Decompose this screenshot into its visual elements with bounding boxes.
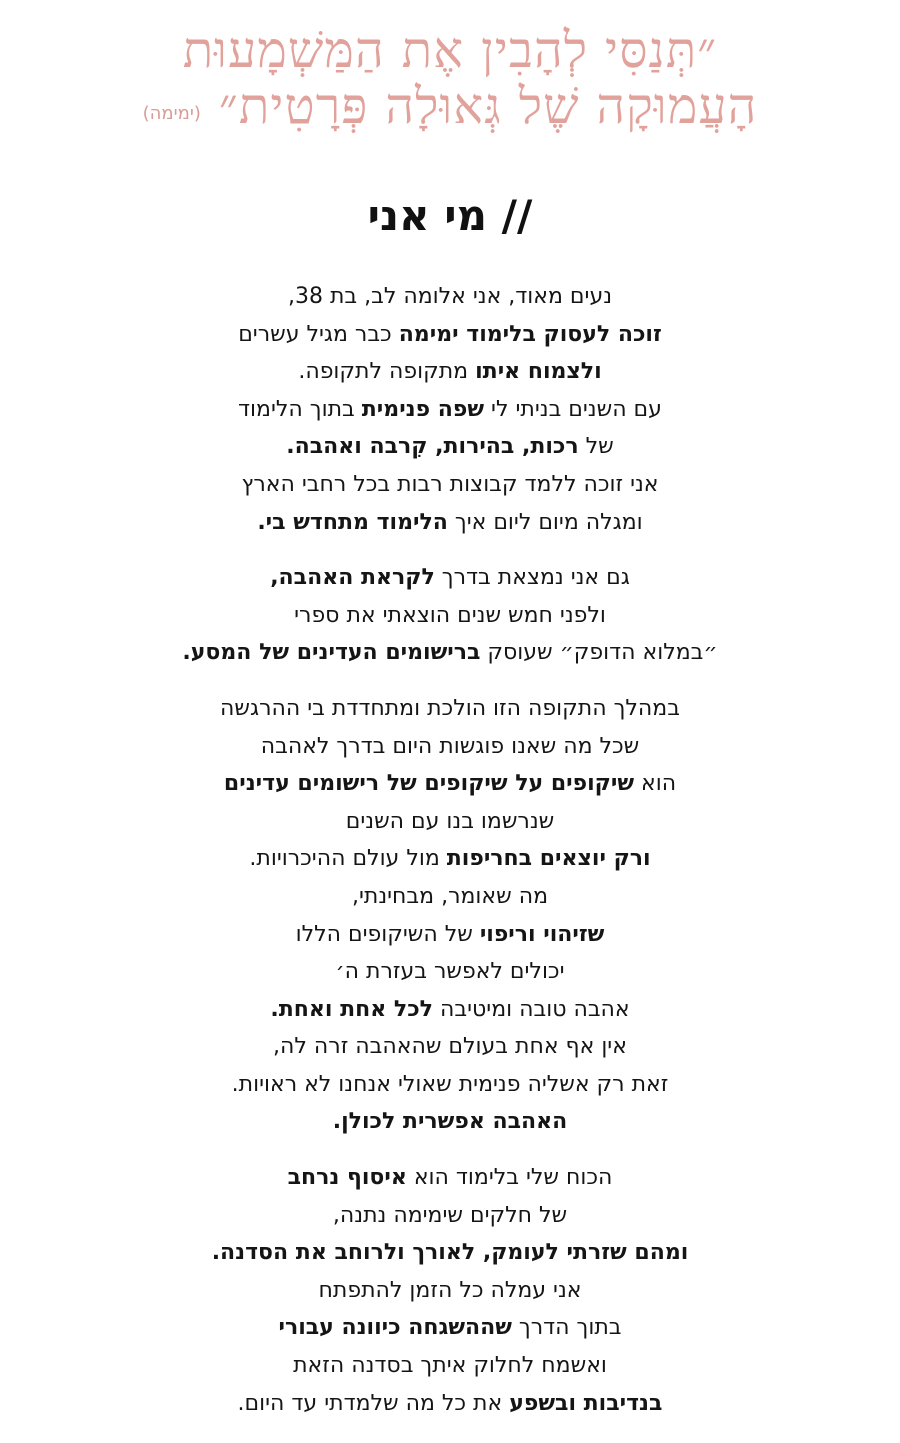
text-segment: את כל מה שלמדתי עד היום. — [237, 1390, 510, 1416]
text-segment: כבר מגיל עשרים — [238, 321, 399, 347]
bold-text-segment: ומהם שזרתי לעומק, לאורך ולרוחב את הסדנה. — [211, 1240, 689, 1266]
bold-text-segment: שההשגחה כיוונה עבורי — [278, 1315, 512, 1341]
bio-text — [0, 278, 900, 1422]
text-line — [0, 916, 900, 954]
opening-quote — [0, 22, 900, 142]
text-line — [0, 1272, 900, 1310]
text-segment: של חלקים שימימה נתנה, — [332, 1202, 568, 1228]
text-segment: אין אף אחת בעולם שהאהבה זרה לה, — [273, 1034, 627, 1060]
text-line — [0, 353, 900, 391]
text-line — [0, 466, 900, 504]
text-line — [0, 504, 900, 542]
text-segment: מתקופה לתקופה. — [298, 359, 476, 385]
bold-text-segment: לקראת האהבה, — [270, 565, 435, 591]
text-segment: אהבה טובה ומיטיבה — [433, 996, 630, 1022]
text-line — [0, 391, 900, 429]
text-segment: מול עולם ההיכרויות. — [249, 846, 447, 872]
text-line — [0, 765, 900, 803]
text-segment: ואשמח לחלוק איתך בסדנה הזאת — [293, 1353, 607, 1379]
text-line — [0, 840, 900, 878]
text-line — [0, 316, 900, 354]
text-line — [0, 953, 900, 991]
bio-paragraph — [0, 559, 900, 672]
bold-text-segment: ורק יוצאים בחריפות — [446, 846, 651, 872]
text-line — [0, 1385, 900, 1423]
bold-text-segment: בנדיבות ובשפע — [509, 1390, 663, 1416]
text-segment: נעים מאוד, אני אלומה לב, בת 38, — [287, 284, 613, 309]
text-segment: של השיקופים הללו — [295, 921, 480, 947]
text-segment: זאת רק אשליה פנימית שאולי אנחנו לא ראויות. — [231, 1071, 669, 1097]
text-line — [0, 1197, 900, 1235]
text-line — [0, 559, 900, 597]
text-line — [0, 1066, 900, 1104]
quote-line-1 — [0, 22, 900, 78]
text-line — [0, 803, 900, 841]
text-line — [0, 1028, 900, 1066]
quote-line-2-text: הָעֲמוּקָה שֶׁל גְּאוּלָה פְּרָטִית״ — [218, 77, 758, 135]
text-line — [0, 634, 900, 672]
text-line — [0, 278, 900, 316]
text-segment: הוא — [634, 771, 677, 797]
bold-text-segment: האהבה אפשרית לכולן. — [332, 1109, 568, 1135]
bold-text-segment: ולצמוח איתו — [475, 359, 602, 385]
text-segment: שנרשמו בנו עם השנים — [345, 808, 555, 834]
text-segment: במהלך התקופה הזו הולכת ומתחדדת בי ההרגשה — [220, 695, 680, 721]
bold-text-segment: לכל אחת ואחת. — [270, 996, 433, 1022]
page-title: // מי אני — [367, 191, 533, 240]
text-line — [0, 878, 900, 916]
bio-paragraph — [0, 690, 900, 1141]
text-line — [0, 597, 900, 635]
bio-paragraph — [0, 278, 900, 541]
text-line — [0, 1159, 900, 1197]
bold-text-segment: זוכה לעסוק בלימוד ימימה — [398, 321, 662, 347]
text-segment: שכל מה שאנו פוגשות היום בדרך לאהבה — [260, 733, 640, 759]
text-segment: הכוח שלי בלימוד הוא — [406, 1165, 613, 1191]
text-line — [0, 1309, 900, 1347]
quote-attribution: (ימימה) — [142, 103, 201, 124]
bold-text-segment: הלימוד מתחדש בי. — [257, 509, 448, 535]
paragraph-gap — [0, 1141, 900, 1159]
text-line — [0, 1234, 900, 1272]
text-segment: גם אני נמצאת בדרך — [434, 565, 630, 591]
text-line — [0, 690, 900, 728]
text-segment: של — [578, 434, 614, 460]
quote-line-1-text: ״תְּנַסִּי לְהָבִין אֶת הַמַּשְׁמָעוּת — [182, 21, 718, 79]
paragraph-gap — [0, 541, 900, 559]
bold-text-segment: רכות, בהירות, קִרבה ואהבה. — [286, 434, 579, 460]
text-line — [0, 428, 900, 466]
text-line — [0, 991, 900, 1029]
text-segment: בתוך הלימוד — [238, 396, 362, 422]
text-line — [0, 1103, 900, 1141]
text-line — [0, 1347, 900, 1385]
text-segment: בתוך הדרך — [511, 1315, 622, 1341]
text-segment: אני עמלה כל הזמן להתפתח — [318, 1277, 582, 1303]
text-segment: עם השנים בניתי לי — [484, 396, 662, 422]
quote-line-2 — [0, 78, 900, 142]
bold-text-segment: שזיהוי וריפוי — [479, 921, 605, 947]
text-segment: יכולים לאפשר בעזרת ה׳ — [335, 959, 565, 985]
bold-text-segment: שפה פנימית — [361, 396, 485, 422]
text-line — [0, 728, 900, 766]
bold-text-segment: איסוף נרחב — [287, 1165, 407, 1191]
bold-text-segment: ברישומים העדינים של המסע. — [182, 640, 481, 666]
paragraph-gap — [0, 672, 900, 690]
text-segment: ולפני חמש שנים הוצאתי את ספרי — [294, 602, 606, 628]
bio-paragraph — [0, 1159, 900, 1422]
text-segment: ״במלוא הדופק״ שעוסק — [480, 640, 718, 666]
text-segment: ומגלה מיום ליום איך — [447, 509, 643, 535]
bold-text-segment: שיקופים על שיקופים של רישומים עדינים — [223, 771, 635, 797]
text-segment: מה שאומר, מבחינתי, — [351, 883, 549, 909]
text-segment: אני זוכה ללמד קבוצות רבות בכל רחבי הארץ — [241, 471, 659, 497]
